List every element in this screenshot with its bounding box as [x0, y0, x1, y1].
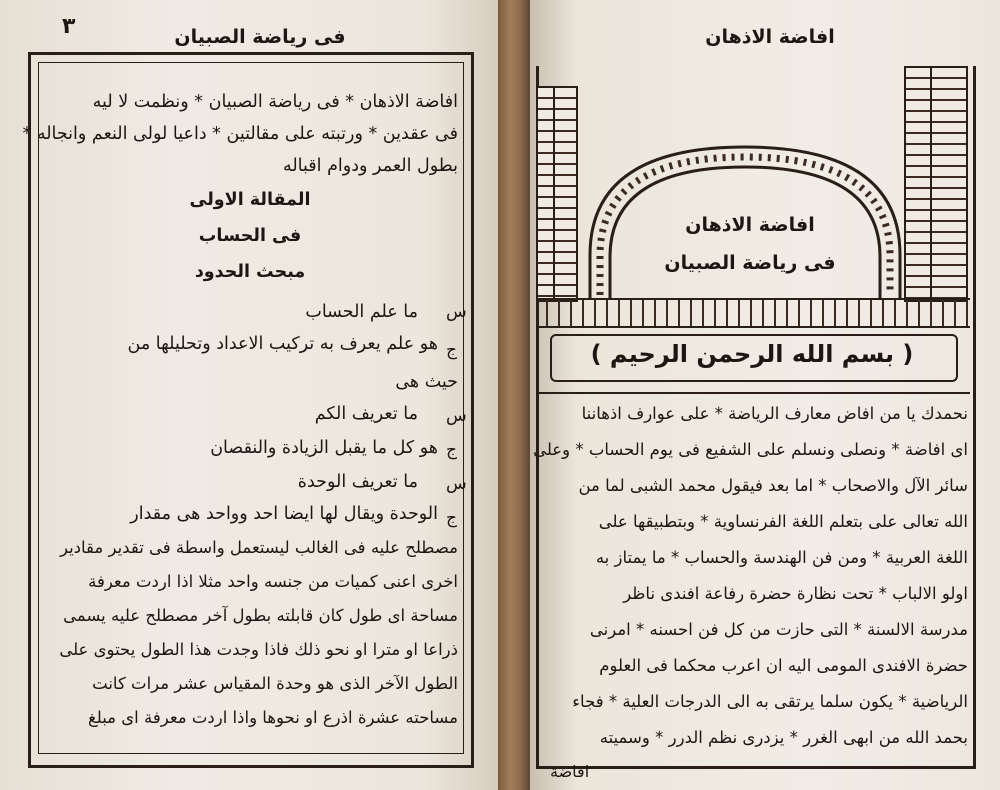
book-gutter [498, 0, 530, 790]
answer-mark: ج [446, 340, 457, 360]
section-heading: فى الحساب [198, 226, 302, 246]
running-head-right: افاضة الاذهان [705, 26, 835, 48]
text-line: هو كل ما يقبل الزيادة والنقصان [210, 438, 438, 458]
right-page [530, 0, 1000, 790]
text-line: اى افاضة * ونصلى ونسلم على الشفيع فى يوم الحساب * وعلى [533, 440, 968, 459]
left-page [0, 0, 498, 790]
answer-mark: ج [446, 440, 457, 460]
page-number: ٣ [62, 14, 76, 39]
text-line: اللغة العربية * ومن فن الهندسة والحساب * ما يمتاز به [595, 548, 968, 567]
section-heading: المقالة الاولى [189, 190, 311, 210]
text-line: الطول الآخر الذى هو وحدة المقياس عشر مرات كانت [92, 674, 458, 693]
text-line: نحمدك يا من افاض معارف الرياضة * على عوارف اذهاننا [581, 404, 968, 423]
question-mark: س [446, 302, 467, 322]
arch-title: افاضة الاذهان [685, 214, 815, 236]
text-line: مصطلح عليه فى الغالب ليستعمل واسطة فى تقدير مقادير [59, 538, 458, 557]
text-line: الله تعالى على بتعلم اللغة الفرنساوية * وبتطبيقها على [598, 512, 968, 531]
text-line: اولو الالباب * تحت نظارة حضرة رفاعة افندى ناظر [623, 584, 968, 603]
text-line: ما تعريف الوحدة [297, 472, 418, 492]
text-line: بحمد الله من ابهى الغرر * يزدرى نظم الدرر * وسميته [599, 728, 968, 747]
text-line: سائر الآل والاصحاب * اما بعد فيقول محمد الشبى لما من [578, 476, 968, 495]
text-line: ما علم الحساب [305, 302, 418, 322]
arch-subtitle: فى رياضة الصبيان [664, 252, 836, 274]
text-line: حيث هى [395, 372, 458, 392]
answer-mark: ج [446, 508, 457, 528]
text-line: مساحته عشرة اذرع او نحوها واذا اردت معرفة اى مبلغ [87, 708, 458, 727]
text-line: افاضة الاذهان * فى رياضة الصبيان * ونظمت لا ليه [92, 92, 458, 112]
text-line: ذراعا او مترا او نحو ذلك فاذا وجدت هذا الطول يحتوى على [59, 640, 458, 659]
text-line: ما تعريف الكم [314, 404, 418, 424]
text-line: هو علم يعرف به تركيب الاعداد وتحليلها من [127, 334, 438, 354]
question-mark: س [446, 406, 467, 426]
question-mark: س [446, 474, 467, 494]
divider [536, 392, 970, 394]
text-line: حضرة الافندى المومى اليه ان اعرب محكما فى العلوم [599, 656, 968, 675]
section-heading: مبحث الحدود [194, 262, 306, 282]
text-line: مساحة اى طول كان قابلته بطول آخر مصطلح عليه يسمى [63, 606, 458, 625]
ornament-band [536, 298, 970, 328]
catchword: افاضة [550, 762, 590, 781]
ornament-column-left [536, 86, 578, 302]
text-line: مدرسة الالسنة * التى حازت من كل فن احسنه * امرنى [589, 620, 968, 639]
ornament-column-right [904, 66, 968, 302]
text-line: بطول العمر ودوام اقباله [282, 156, 458, 176]
text-line: فى عقدين * ورتبته على مقالتين * داعيا لولى النعم وانجاله * [22, 124, 458, 144]
text-line: اخرى اعنى كميات من جنسه واحد مثلا اذا اردت معرفة [88, 572, 458, 591]
text-line: الوحدة ويقال لها ايضا احد وواحد هى مقدار [130, 504, 438, 524]
basmala: ( بسم الله الرحمن الرحيم ) [590, 340, 914, 368]
running-head-left: فى رياضة الصبيان [174, 26, 346, 48]
text-line: الرياضية * يكون سلما يرتقى به الى الدرجات العلية * فجاء [572, 692, 968, 711]
